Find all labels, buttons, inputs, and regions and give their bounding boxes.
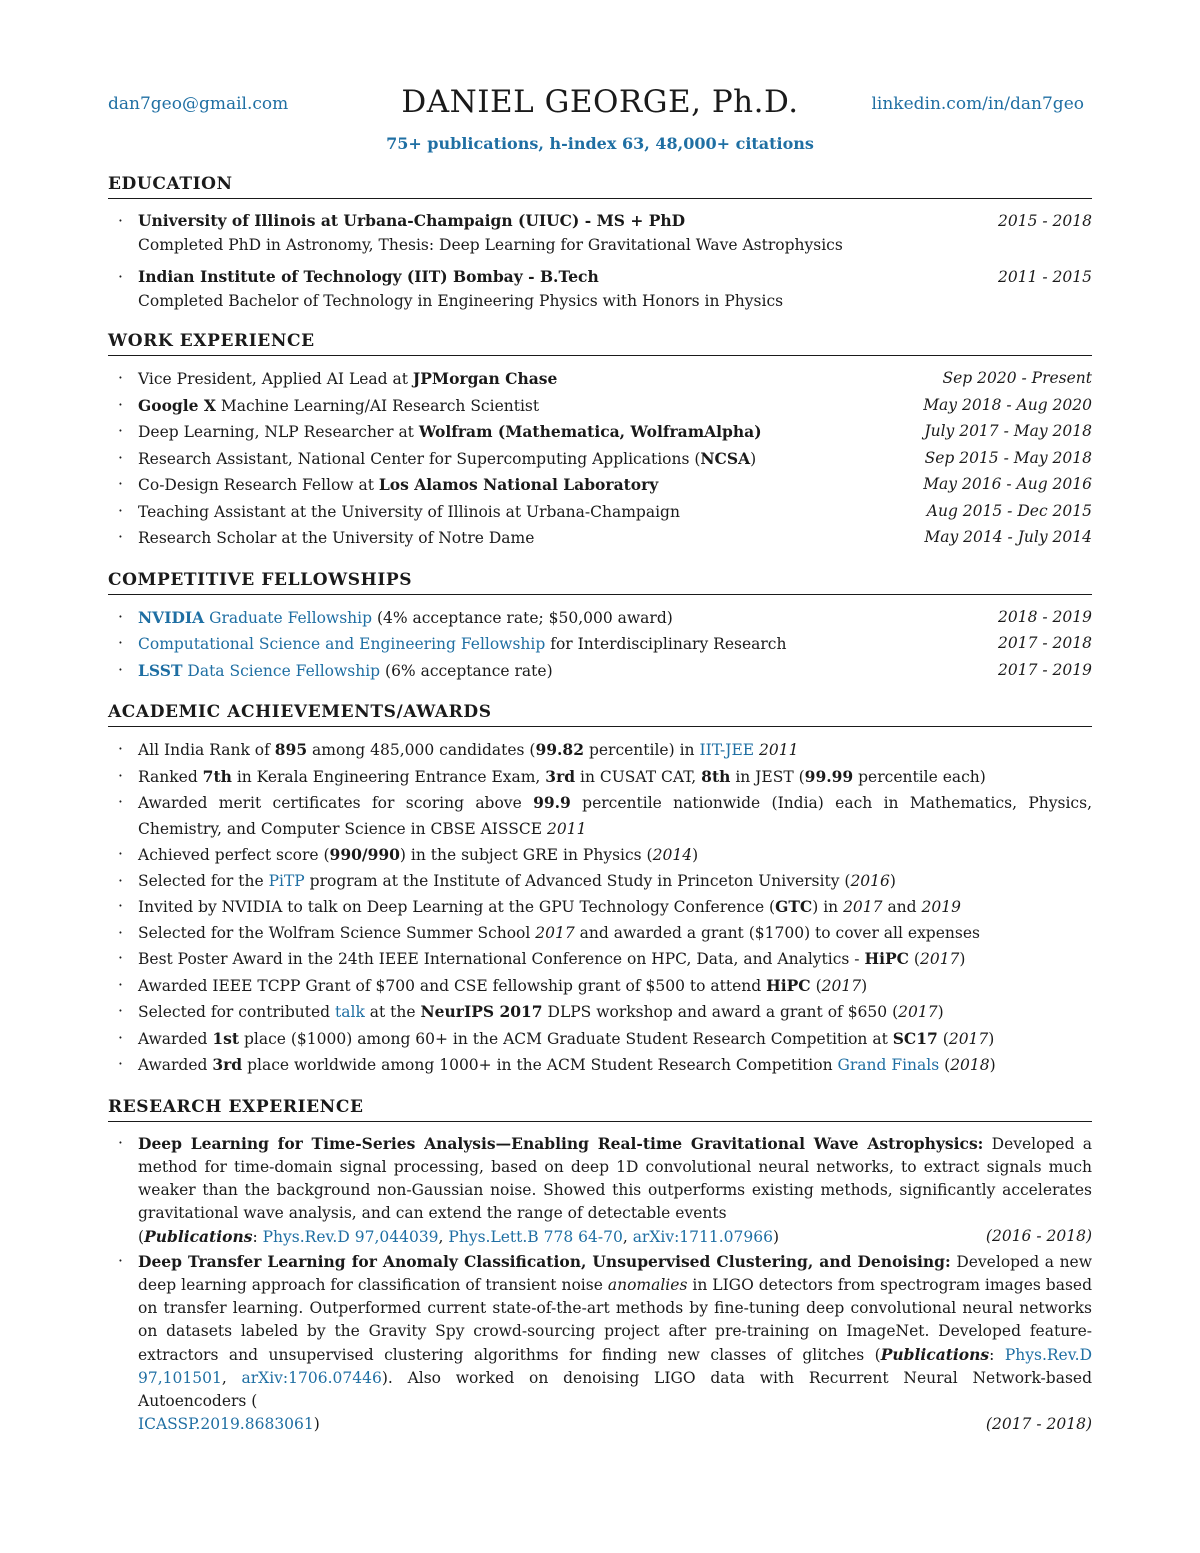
award-item: · All India Rank of 895 among 485,000 candidates (99.82 percentile) in IIT-JEE 2011 (118, 740, 799, 759)
work-role: Co-Design Research Fellow at Los Alamos National Laboratory (138, 475, 659, 494)
work-role: Deep Learning, NLP Researcher at Wolfram (Mathematica, WolframAlpha) (138, 422, 762, 441)
work-item (108, 499, 1092, 526)
work-item (108, 472, 1092, 499)
linkedin-link[interactable]: linkedin.com/in/dan7geo (871, 94, 1084, 114)
date-range: (2016 - 2018) (985, 1226, 1092, 1245)
degree-detail: Completed Bachelor of Technology in Engineering Physics with Honors in Physics (138, 292, 784, 310)
date-range: (2017 - 2018) (985, 1414, 1092, 1433)
date-range: Sep 2020 - Present (942, 369, 1092, 387)
award-item: · Awarded 3rd place worldwide among 1000+ in the ACM Student Research Competition Grand Finals (2018) (118, 1055, 996, 1074)
bullet: · (118, 395, 123, 414)
award-item: · Invited by NVIDIA to talk on Deep Learning at the GPU Technology Conference (GTC) in 2017 and 2019 (118, 897, 961, 916)
date-range: Aug 2015 - Dec 2015 (926, 501, 1092, 520)
bullet: · (118, 501, 123, 520)
date-range: 2017 - 2018 (998, 634, 1092, 652)
research-item: · Deep Learning for Time-Series Analysis—Enabling Real-time Gravitational Wave Astrophysics: Developed a method for time-domain signal processing, based on deep 1D convolutional neural networks, to extract signals much weaker than the background non-Gaussian noise. Showed this outperforms existing methods, significantly accelerates gravitational wave analysis, and can extend the range of detectable events (Publications: Phys.Rev.D 97,044039, Phys.Lett.B 778 64-70, arXiv:1711.07966) (2016 - 2018) (108, 1132, 1092, 1249)
section-title-education: EDUCATION (108, 174, 1092, 199)
publication-link[interactable]: Phys.Lett.B 778 64-70 (448, 1227, 623, 1246)
work-role: Vice President, Applied AI Lead at JPMorgan Chase (138, 369, 558, 388)
publication-link[interactable]: Phys.Rev.D 97,101501 (138, 1345, 1092, 1387)
work-role: Google X Machine Learning/AI Research Scientist (138, 395, 540, 415)
work-item (108, 446, 1092, 473)
talk-link[interactable]: talk (335, 1003, 365, 1021)
resume-page (108, 84, 1092, 1437)
research-item: · Deep Transfer Learning for Anomaly Classification, Unsupervised Clustering, and Denoising: Developed a new deep learning approach for classification of transient noise anomalies in LIGO detectors from spectrogram images based on transfer learning. Outperformed current state-of-the-art methods by fine-tuning deep convolutional neural networks on datasets labeled by the Gravity Spy crowd-sourcing project after pre-training on ImageNet. Developed feature-extractors and unsupervised clustering algorithms for finding new classes of glitches (Publications: Phys.Rev.D 97,101501, arXiv:1706.07446). Also worked on denoising LIGO data with Recurrent Neural Network-based Autoencoders ( ICASSP.2019.8683061) (2017 - 2018) (108, 1250, 1092, 1436)
work-item (108, 393, 1092, 420)
work-role: Research Scholar at the University of Notre Dame (138, 529, 535, 547)
award-item: · Awarded 1st place ($1000) among 60+ in the ACM Graduate Student Research Competition at SC17 (2017) (118, 1028, 995, 1048)
date-range: 2015 - 2018 (998, 212, 1092, 230)
work-list (108, 366, 1092, 552)
publication-link[interactable]: Phys.Rev.D 97,044039 (262, 1227, 439, 1246)
fellowship-item: · LSST Data Science Fellowship (6% acceptance rate) 2017 - 2019 (108, 658, 1092, 685)
grand-finals-link[interactable]: Grand Finals (837, 1056, 940, 1074)
section-title-awards: ACADEMIC ACHIEVEMENTS/AWARDS (108, 702, 1092, 727)
date-range: May 2018 - Aug 2020 (923, 395, 1092, 414)
school-name: Indian Institute of Technology (IIT) Bombay - B.Tech (138, 267, 599, 286)
work-item (108, 525, 1092, 552)
candidate-name: DANIEL GEORGE, Ph.D. (401, 84, 799, 120)
awards-list (108, 737, 1092, 1079)
work-role: Research Assistant, National Center for Supercomputing Applications (NCSA) (138, 448, 757, 468)
bullet: · (118, 607, 123, 626)
date-range: Sep 2015 - May 2018 (924, 448, 1092, 467)
bullet: · (118, 448, 123, 467)
work-item (108, 419, 1092, 446)
research-list (108, 1132, 1092, 1436)
award-item: · Selected for the PiTP program at the Institute of Advanced Study in Princeton University (2016) (118, 871, 896, 890)
email-link[interactable]: dan7geo@gmail.com (108, 94, 289, 114)
fellowship-item: · NVIDIA Graduate Fellowship (4% acceptance rate; $50,000 award) 2018 - 2019 (108, 605, 1092, 632)
work-item (108, 366, 1092, 393)
date-range: July 2017 - May 2018 (924, 422, 1092, 440)
fellowship-link[interactable]: LSST Data Science Fellowship (138, 660, 381, 680)
date-range: May 2014 - July 2014 (924, 528, 1092, 546)
school-name: University of Illinois at Urbana-Champaign (UIUC) - MS + PhD (138, 211, 686, 230)
bullet: · (118, 212, 123, 230)
bullet: · (118, 660, 123, 679)
bullet: · (118, 634, 123, 652)
date-range: May 2016 - Aug 2016 (923, 475, 1092, 493)
research-body: Developed a method for time-domain signal processing, based on deep 1D convolutional neural networks, to extract signals much weaker than the background non-Gaussian noise. Showed this outperforms existing methods, significantly accelerates gravitational wave analysis, and can extend the range of detectable events (138, 1134, 1092, 1222)
award-item: · Selected for the Wolfram Science Summer School 2017 and awarded a grant ($1700) to cover all expenses (118, 923, 980, 942)
section-title-fellowships: COMPETITIVE FELLOWSHIPS (108, 570, 1092, 595)
date-range: 2011 - 2015 (998, 268, 1092, 286)
award-item: · Achieved perfect score (990/990) in the subject GRE in Physics (2014) (118, 845, 699, 864)
publication-link[interactable]: arXiv:1711.07966 (632, 1227, 773, 1246)
award-item: · Selected for contributed talk at the NeurIPS 2017 DLPS workshop and award a grant of $650 (2017) (118, 1002, 944, 1021)
publication-link[interactable]: arXiv:1706.07446 (241, 1368, 382, 1387)
bullet: · (118, 475, 123, 493)
award-item: · Ranked 7th in Kerala Engineering Entrance Exam, 3rd in CUSAT CAT, 8th in JEST (99.99 percentile each) (118, 766, 986, 786)
section-title-research: RESEARCH EXPERIENCE (108, 1097, 1092, 1122)
section-title-work: WORK EXPERIENCE (108, 331, 1092, 356)
fellowship-link[interactable]: NVIDIA Graduate Fellowship (138, 607, 373, 627)
award-item: · Awarded IEEE TCPP Grant of $700 and CSE fellowship grant of $500 to attend HiPC (2017) (118, 975, 868, 995)
date-range: 2018 - 2019 (998, 607, 1092, 626)
publication-link[interactable]: ICASSP.2019.8683061 (138, 1414, 314, 1433)
work-role: Teaching Assistant at the University of Illinois at Urbana-Champaign (138, 502, 680, 521)
degree-detail: Completed PhD in Astronomy, Thesis: Deep Learning for Gravitational Wave Astrophysics (138, 236, 843, 254)
fellowship-list (108, 605, 1092, 685)
header (108, 84, 1092, 128)
iit-jee-link[interactable]: IIT-JEE (699, 741, 755, 759)
research-heading: Deep Transfer Learning for Anomaly Classification, Unsupervised Clustering, and Denoising: (138, 1251, 951, 1271)
bullet: · (118, 369, 123, 387)
education-item (108, 209, 1092, 257)
research-heading: Deep Learning for Time-Series Analysis—Enabling Real-time Gravitational Wave Astrophysics: (138, 1133, 984, 1153)
date-range: 2017 - 2019 (998, 660, 1092, 679)
award-item: · Awarded merit certificates for scoring above 99.9 percentile nationwide (India) each in Mathematics, Physics, Chemistry, and Computer Science in CBSE AISSCE 2011 (118, 793, 1092, 838)
education-item (108, 265, 1092, 313)
fellowship-link[interactable]: Computational Science and Engineering Fellowship (138, 635, 546, 653)
award-item: · Best Poster Award in the 24th IEEE International Conference on HPC, Data, and Analytics - HiPC (2017) (118, 949, 966, 968)
bullet: · (118, 422, 123, 440)
publication-stats: 75+ publications, h-index 63, 48,000+ citations (386, 134, 814, 153)
pitp-link[interactable]: PiTP (268, 871, 305, 890)
bullet: · (118, 268, 123, 286)
fellowship-item: · Computational Science and Engineering Fellowship for Interdisciplinary Research 2017 - 2018 (108, 631, 1092, 658)
bullet: · (118, 528, 123, 546)
